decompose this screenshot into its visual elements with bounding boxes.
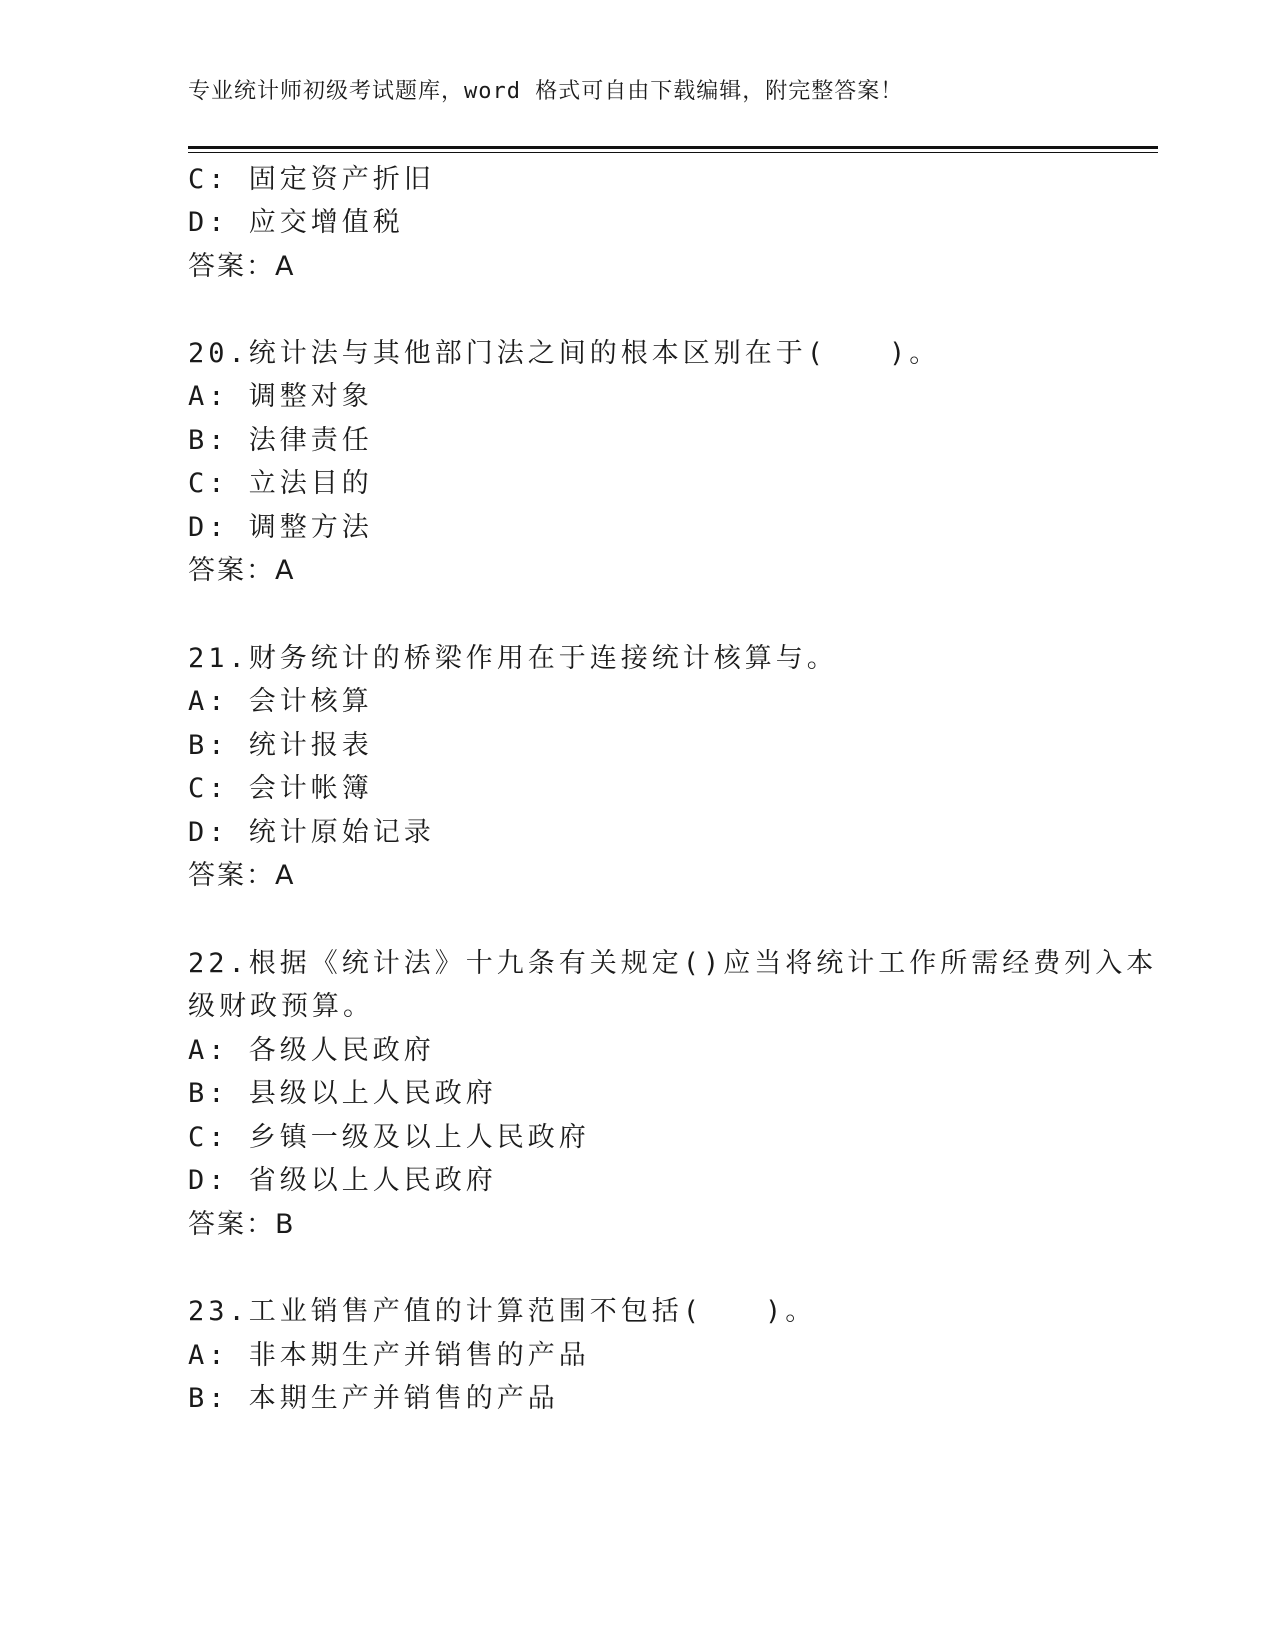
option-line: D: 调整方法	[188, 512, 373, 543]
option-line: D: 统计原始记录	[188, 817, 435, 848]
option-line: B: 县级以上人民政府	[188, 1078, 497, 1109]
question-line: 23.工业销售产值的计算范围不包括( )。	[188, 1296, 817, 1327]
option-line: B: 本期生产并销售的产品	[188, 1383, 559, 1414]
answer-line: 答案：B	[188, 1209, 296, 1240]
question-line: 21.财务统计的桥梁作用在于连接统计核算与。	[188, 643, 838, 674]
option-line: B: 统计报表	[188, 730, 373, 761]
option-line: C: 固定资产折旧	[188, 164, 435, 195]
option-line: A: 调整对象	[188, 381, 373, 412]
option-line: C: 立法目的	[188, 468, 373, 499]
answer-line: 答案：A	[188, 251, 296, 282]
option-line: D: 应交增值税	[188, 207, 404, 238]
option-line: A: 非本期生产并销售的产品	[188, 1340, 590, 1371]
header-rule-thin	[188, 152, 1158, 153]
answer-line: 答案：A	[188, 555, 296, 586]
question-line: 20.统计法与其他部门法之间的根本区别在于( )。	[188, 338, 941, 369]
question-line: 22.根据《统计法》十九条有关规定()应当将统计工作所需经费列入本	[188, 948, 1158, 979]
page-header: 专业统计师初级考试题库，word 格式可自由下载编辑，附完整答案！	[188, 79, 904, 104]
option-line: A: 各级人民政府	[188, 1035, 435, 1066]
header-rule-thick	[188, 146, 1158, 149]
question-line-continued: 级财政预算。	[188, 991, 374, 1022]
option-line: B: 法律责任	[188, 425, 373, 456]
option-line: C: 乡镇一级及以上人民政府	[188, 1122, 590, 1153]
option-line: A: 会计核算	[188, 686, 373, 717]
option-line: C: 会计帐簿	[188, 773, 373, 804]
option-line: D: 省级以上人民政府	[188, 1165, 497, 1196]
answer-line: 答案：A	[188, 860, 296, 891]
